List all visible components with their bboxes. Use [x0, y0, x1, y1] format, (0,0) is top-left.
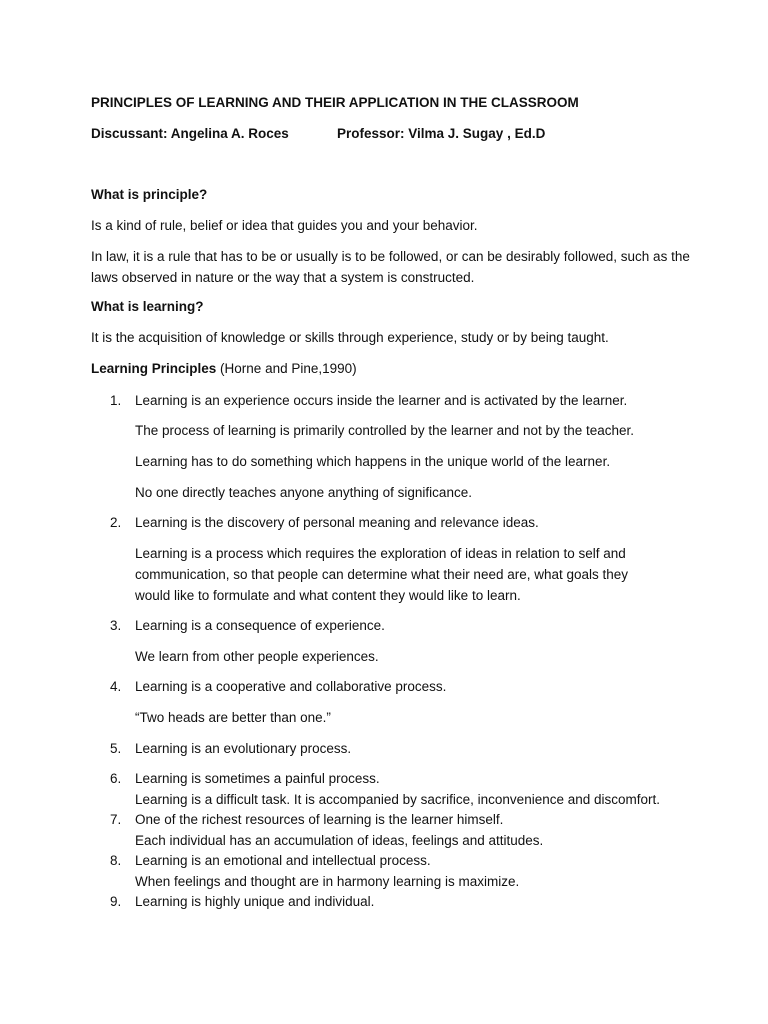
list-item-number: 9.: [110, 894, 122, 909]
list-item-note: We learn from other people experiences.: [135, 649, 379, 664]
list-item-note: Each individual has an accumulation of ideas, feelings and attitudes.: [135, 833, 544, 848]
list-item-number: 4.: [110, 679, 122, 694]
list-item-note: No one directly teaches anyone anything of significance.: [135, 485, 472, 500]
list-item-number: 2.: [110, 515, 122, 530]
list-item-note: When feelings and thought are in harmony learning is maximize.: [135, 874, 520, 889]
learning-principles-label: Learning Principles: [91, 361, 217, 376]
list-item: Learning is a cooperative and collaborative process.: [135, 679, 447, 694]
list-item-number: 8.: [110, 853, 122, 868]
list-item-number: 3.: [110, 618, 122, 633]
list-item-number: 6.: [110, 771, 122, 786]
learning-principles-heading: [91, 360, 357, 378]
list-item-note: The process of learning is primarily controlled by the learner and not by the teacher.: [135, 423, 635, 438]
list-item: Learning is highly unique and individual.: [135, 894, 375, 909]
list-item: Learning is an experience occurs inside the learner and is activated by the learner.: [135, 393, 628, 408]
learning-heading: What is learning?: [91, 299, 204, 314]
list-item-note: “Two heads are better than one.”: [135, 710, 331, 725]
principle-heading: What is principle?: [91, 187, 208, 202]
document-title: PRINCIPLES OF LEARNING AND THEIR APPLICATION IN THE CLASSROOM: [91, 95, 579, 110]
learning-principles-source: (Horne and Pine,1990): [216, 361, 357, 376]
list-item-number: 7.: [110, 812, 122, 827]
list-item: Learning is sometimes a painful process.: [135, 771, 380, 786]
list-item: Learning is an emotional and intellectual process.: [135, 853, 431, 868]
list-item: Learning is a consequence of experience.: [135, 618, 385, 633]
discussant-line: Discussant: Angelina A. Roces: [91, 126, 289, 141]
principle-definition: Is a kind of rule, belief or idea that guides you and your behavior.: [91, 218, 478, 233]
list-item-number: 5.: [110, 741, 122, 756]
list-item: Learning is an evolutionary process.: [135, 741, 352, 756]
learning-definition: It is the acquisition of knowledge or skills through experience, study or by being taught.: [91, 330, 609, 345]
professor-line: Professor: Vilma J. Sugay , Ed.D: [337, 126, 546, 141]
principle-law-paragraph: In law, it is a rule that has to be or usually is to be followed, or can be desirably followed, such as the laws observed in nature or the way that a system is constructed.: [91, 249, 690, 285]
list-item: Learning is the discovery of personal meaning and relevance ideas.: [135, 515, 539, 530]
list-item-note: Learning has to do something which happens in the unique world of the learner.: [135, 454, 611, 469]
list-item-note: Learning is a process which requires the exploration of ideas in relation to self and communication, so that people can determine what their need are, what goals they would like to formulate and what content they would like to learn.: [135, 546, 629, 603]
list-item-note: Learning is a difficult task. It is accompanied by sacrifice, inconvenience and discomfort.: [135, 792, 661, 807]
list-item-number: 1.: [110, 393, 122, 408]
list-item: One of the richest resources of learning is the learner himself.: [135, 812, 504, 827]
